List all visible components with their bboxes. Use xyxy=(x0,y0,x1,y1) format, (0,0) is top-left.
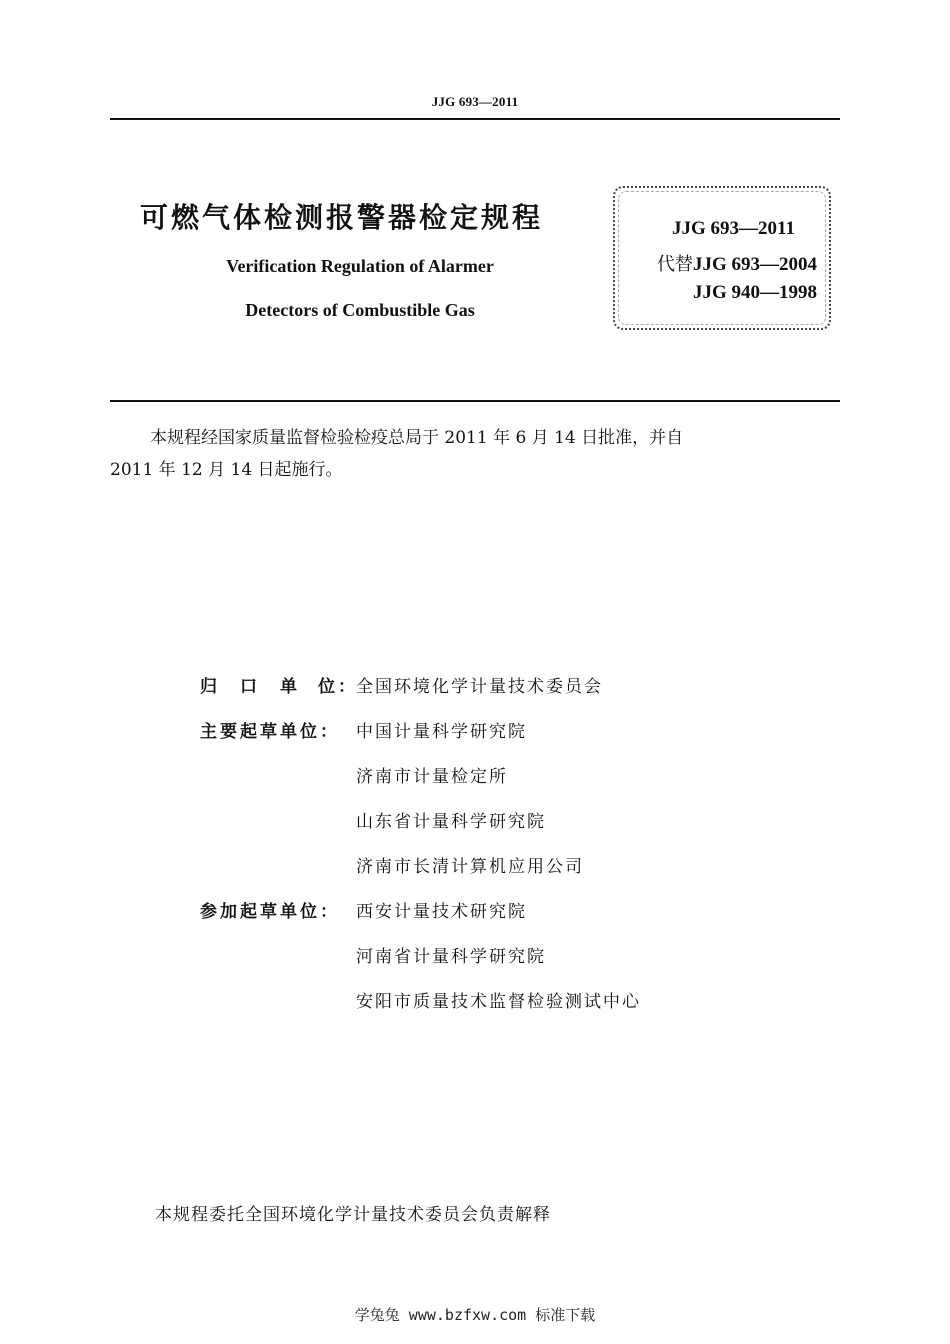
code-replaces xyxy=(657,250,817,276)
replaced-code-2: JJG 940—1998 xyxy=(692,282,817,303)
standard-code-box xyxy=(613,186,831,330)
replaces-label: 代替 xyxy=(656,254,693,275)
main-drafters-label: 主要起草单位： xyxy=(200,722,340,742)
title-chinese: 可燃气体检测报警器检定规程 xyxy=(140,201,544,234)
title-english-line1: Verification Regulation of Alarmer xyxy=(226,256,494,276)
watermark-link[interactable]: 学兔兔 www.bzfxw.com 标准下载 xyxy=(354,1306,596,1324)
section-divider xyxy=(110,400,840,402)
interpretation-note: 本规程委托全国环境化学计量技术委员会负责解释 xyxy=(155,1205,551,1225)
approval-line1: 本规程经国家质量监督检验检疫总局于 2011 年 6 月 14 日批准，并自 xyxy=(150,428,684,448)
header-standard-code: JJG 693—2011 xyxy=(431,94,519,109)
responsible-unit-label: 归 口 单 位： xyxy=(200,677,358,697)
approval-paragraph xyxy=(110,422,840,486)
participating-drafter-3: 安阳市质量技术监督检验测试中心 xyxy=(356,992,641,1012)
header-divider xyxy=(110,118,840,120)
replaced-code-1: JJG 693—2004 xyxy=(692,254,817,275)
main-drafter-1: 中国计量科学研究院 xyxy=(356,722,527,742)
participating-drafter-1: 西安计量技术研究院 xyxy=(356,902,527,922)
responsible-unit: 全国环境化学计量技术委员会 xyxy=(356,677,603,697)
participating-drafter-2: 河南省计量科学研究院 xyxy=(356,947,546,967)
code-current: JJG 693—2011 xyxy=(672,218,795,239)
participating-drafters-label: 参加起草单位： xyxy=(200,902,340,922)
main-drafter-2: 济南市计量检定所 xyxy=(356,767,508,787)
approval-line2: 2011 年 12 月 14 日起施行。 xyxy=(110,460,343,480)
main-drafter-4: 济南市长清计算机应用公司 xyxy=(356,857,584,877)
title-english-line2: Detectors of Combustible Gas xyxy=(245,300,475,320)
main-drafter-3: 山东省计量科学研究院 xyxy=(356,812,546,832)
